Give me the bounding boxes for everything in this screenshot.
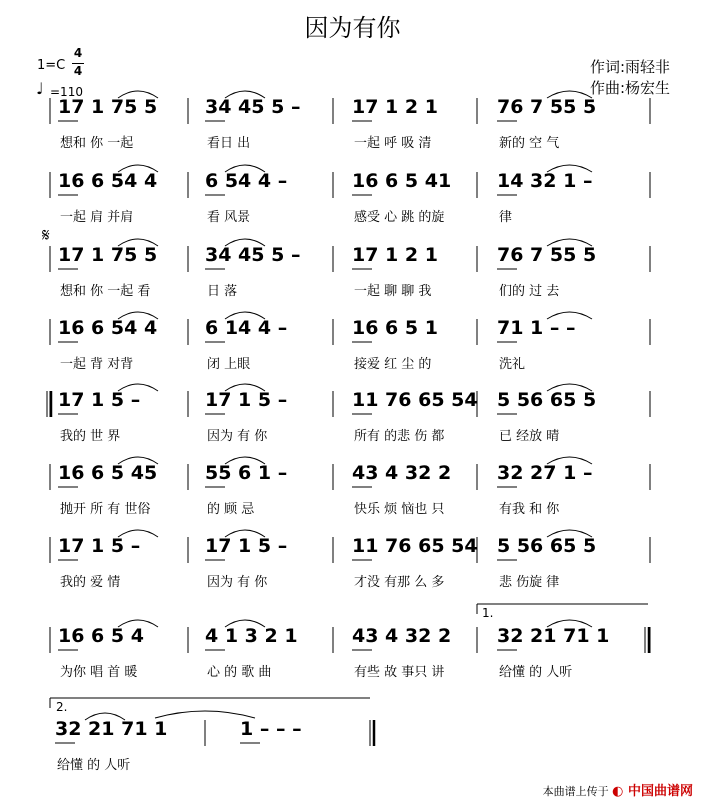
measure-notes: 16 6 5 4 (58, 625, 144, 647)
upload-footer (543, 780, 693, 799)
lyric-text: 给懂 的 人听 (499, 665, 573, 680)
site-name: 中国曲谱网 (627, 784, 693, 799)
measure-notes: 17 1 2 1 (352, 96, 438, 118)
lyric-text: 一起 聊 聊 我 (354, 284, 432, 299)
measure-notes: 17 1 5 – (58, 389, 141, 411)
measure-notes: 76 7 55 5 (497, 96, 597, 118)
measure-notes: 5 56 65 5 (497, 535, 597, 557)
lyric-text: 接爱 红 尘 的 (354, 357, 432, 372)
lyric-text: 闭 上眼 (207, 357, 251, 372)
measure-notes: 55 6 1 – (205, 462, 288, 484)
measure-notes: 17 1 75 5 (58, 96, 158, 118)
lyric-text: 看 风景 (207, 210, 251, 225)
lyric-text: 心 的 歌 曲 (207, 665, 272, 680)
measure-notes: 6 54 4 – (205, 170, 288, 192)
measure-notes: 32 27 1 – (497, 462, 593, 484)
lyric-text: 一起 呼 吸 清 (354, 136, 432, 151)
measure-notes: 11 76 65 54 (352, 389, 478, 411)
time-signature-top: 4 (73, 46, 83, 60)
measure-notes: 11 76 65 54 (352, 535, 478, 557)
footer-prefix: 本曲谱上传于 (542, 785, 609, 798)
lyric-text: 一起 背 对背 (60, 357, 134, 372)
measure-notes: 14 32 1 – (497, 170, 593, 192)
measure-notes: 16 6 5 41 (352, 170, 452, 192)
measure-notes: 43 4 32 2 (352, 625, 452, 647)
lyric-text: 有我 和 你 (499, 502, 560, 517)
volta-number: 2. (56, 700, 68, 714)
volta-number: 1. (482, 606, 494, 620)
lyric-text: 一起 肩 并肩 (60, 210, 134, 225)
measure-notes: 32 21 71 1 (497, 625, 610, 647)
measure-notes: 76 7 55 5 (497, 244, 597, 266)
lyric-text: 所有 的悲 伤 都 (354, 429, 445, 444)
measure-notes: 71 1 – – (497, 317, 576, 339)
lyric-text: 抛开 所 有 世俗 (60, 502, 151, 517)
measure-notes: 34 45 5 – (205, 244, 301, 266)
lyric-text: 我的 世 界 (60, 429, 121, 444)
lyric-text: 为你 唱 首 暖 (60, 665, 138, 680)
measure-notes: 5 56 65 5 (497, 389, 597, 411)
lyric-text: 日 落 (207, 284, 238, 299)
lyric-text: 们的 过 去 (499, 284, 560, 299)
measure-notes: 17 1 5 – (205, 389, 288, 411)
measure-notes: 16 6 5 45 (58, 462, 158, 484)
lyric-text: 想和 你 一起 (60, 136, 134, 151)
quarter-note-icon: ♩ (36, 79, 44, 98)
measure-notes: 16 6 5 1 (352, 317, 438, 339)
lyric-text: 律 (499, 210, 513, 225)
lyric-text: 看日 出 (207, 136, 251, 151)
measure-notes: 4 1 3 2 1 (205, 625, 298, 647)
lyric-text: 我的 爱 情 (60, 575, 121, 590)
lyric-text: 快乐 烦 恼也 只 (354, 502, 445, 517)
measure-notes: 34 45 5 – (205, 96, 301, 118)
tempo-marking: =110 (50, 85, 83, 99)
lyric-text: 因为 有 你 (207, 429, 268, 444)
site-logo: ◐ 中国曲谱网 (612, 784, 693, 799)
composer-credit: 作曲:杨宏生 (590, 79, 671, 97)
lyric-text: 已 经放 晴 (499, 429, 560, 444)
measure-notes: 1 – – – (240, 718, 302, 740)
measure-notes: 17 1 5 – (205, 535, 288, 557)
lyric-text: 想和 你 一起 看 (60, 284, 151, 299)
lyric-text: 因为 有 你 (207, 575, 268, 590)
lyric-text: 有些 故 事只 讲 (354, 665, 445, 680)
segno-icon: 𝄋 (42, 225, 50, 246)
measure-notes: 17 1 5 – (58, 535, 141, 557)
song-title: 因为有你 (304, 14, 401, 42)
measure-notes: 16 6 54 4 (58, 170, 158, 192)
lyric-text: 洗礼 (499, 357, 526, 372)
time-signature-bottom: 4 (73, 64, 83, 78)
lyricist-credit: 作词:雨轻非 (590, 58, 671, 76)
lyric-text: 的 顾 忌 (207, 502, 255, 517)
key-signature: 1=C (37, 58, 66, 73)
measure-notes: 32 21 71 1 (55, 718, 168, 740)
lyric-text: 悲 伤旋 律 (499, 575, 560, 590)
lyric-text: 给懂 的 人听 (57, 758, 131, 773)
measure-notes: 43 4 32 2 (352, 462, 452, 484)
lyric-text: 感受 心 跳 的旋 (354, 210, 445, 225)
lyric-text: 才没 有那 么 多 (354, 575, 445, 590)
measure-notes: 17 1 2 1 (352, 244, 438, 266)
measure-notes: 17 1 75 5 (58, 244, 158, 266)
lyric-text: 新的 空 气 (499, 136, 560, 151)
measure-notes: 16 6 54 4 (58, 317, 158, 339)
slur (155, 711, 255, 718)
measure-notes: 6 14 4 – (205, 317, 288, 339)
